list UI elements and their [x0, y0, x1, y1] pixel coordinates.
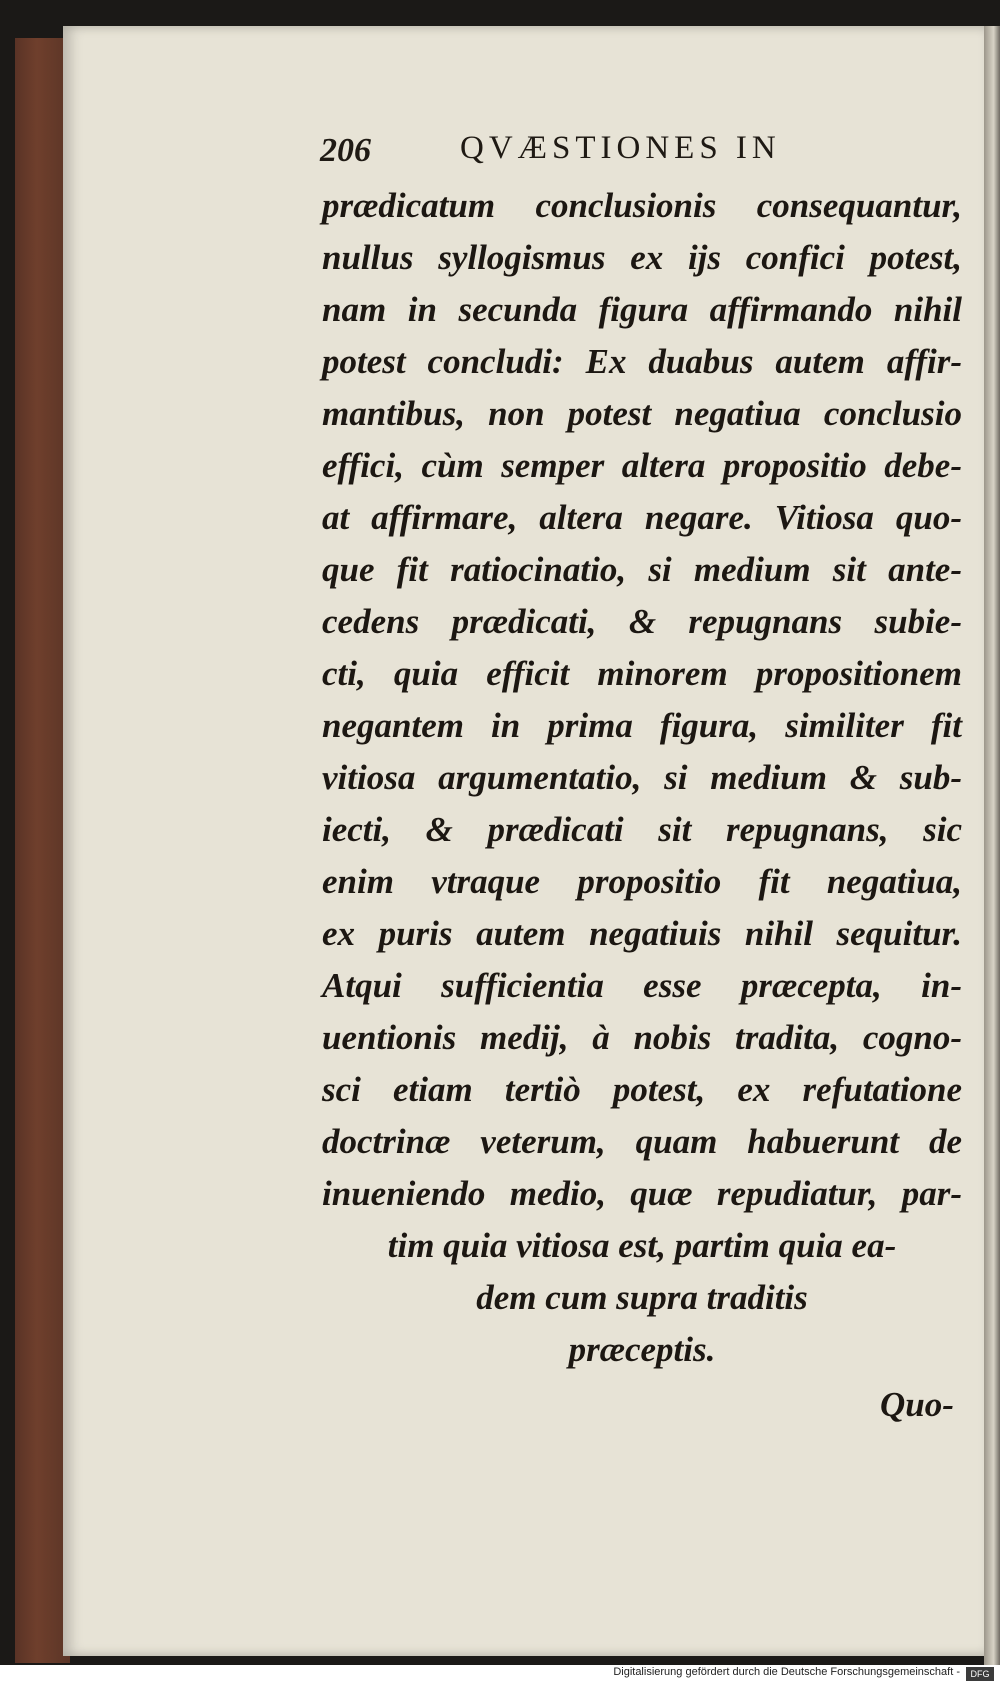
- text-line: nam in secunda figura affirmando nihil: [322, 290, 962, 329]
- text-line: negantem in prima figura, similiter fit: [322, 706, 962, 745]
- text-line: præceptis.: [568, 1330, 716, 1369]
- footer-credit: Digitalisierung gefördert durch die Deutsche Forschungsgemeinschaft -: [613, 1666, 960, 1678]
- text-line: sci etiam tertiò potest, ex refutatione: [322, 1070, 962, 1109]
- text-line: doctrinæ veterum, quam habuerunt de: [322, 1122, 962, 1161]
- text-line: mantibus, non potest negatiua conclusio: [322, 394, 962, 433]
- text-line: potest concludi: Ex duabus autem affir-: [322, 342, 962, 381]
- text-line: prædicatum conclusionis consequantur,: [322, 186, 962, 225]
- page-edge: [984, 26, 1000, 1666]
- text-line: uentionis medij, à nobis tradita, cogno-: [322, 1018, 962, 1057]
- text-line: cedens prædicati, & repugnans subie-: [322, 602, 962, 641]
- text-line: effici, cùm semper altera propositio debe-: [322, 446, 962, 485]
- text-line: dem cum supra traditis: [476, 1278, 808, 1317]
- text-line: enim vtraque propositio fit negatiua,: [322, 862, 962, 901]
- text-line: tim quia vitiosa est, partim quia ea-: [387, 1226, 897, 1265]
- text-line: que fit ratiocinatio, si medium sit ante-: [322, 550, 962, 589]
- body-text: [322, 180, 962, 1376]
- page-number: 206: [320, 132, 371, 169]
- text-line: ex puris autem negatiuis nihil sequitur.: [322, 914, 962, 953]
- text-line: nullus syllogismus ex ijs confici potest,: [322, 238, 962, 277]
- dfg-logo-icon: DFG: [966, 1667, 994, 1681]
- book-cover-edge: [15, 38, 70, 1663]
- text-line: at affirmare, altera negare. Vitiosa quo-: [322, 498, 962, 537]
- catchword: Quo-: [880, 1385, 954, 1424]
- text-line: inueniendo medio, quæ repudiatur, par-: [322, 1174, 962, 1213]
- running-title: QVÆSTIONES IN: [460, 130, 781, 166]
- text-line: cti, quia efficit minorem propositionem: [322, 654, 962, 693]
- text-line: iecti, & prædicati sit repugnans, sic: [322, 810, 962, 849]
- running-head: [320, 130, 840, 174]
- text-line: Atqui sufficientia esse præcepta, in-: [322, 966, 962, 1005]
- text-line: vitiosa argumentatio, si medium & sub-: [322, 758, 962, 797]
